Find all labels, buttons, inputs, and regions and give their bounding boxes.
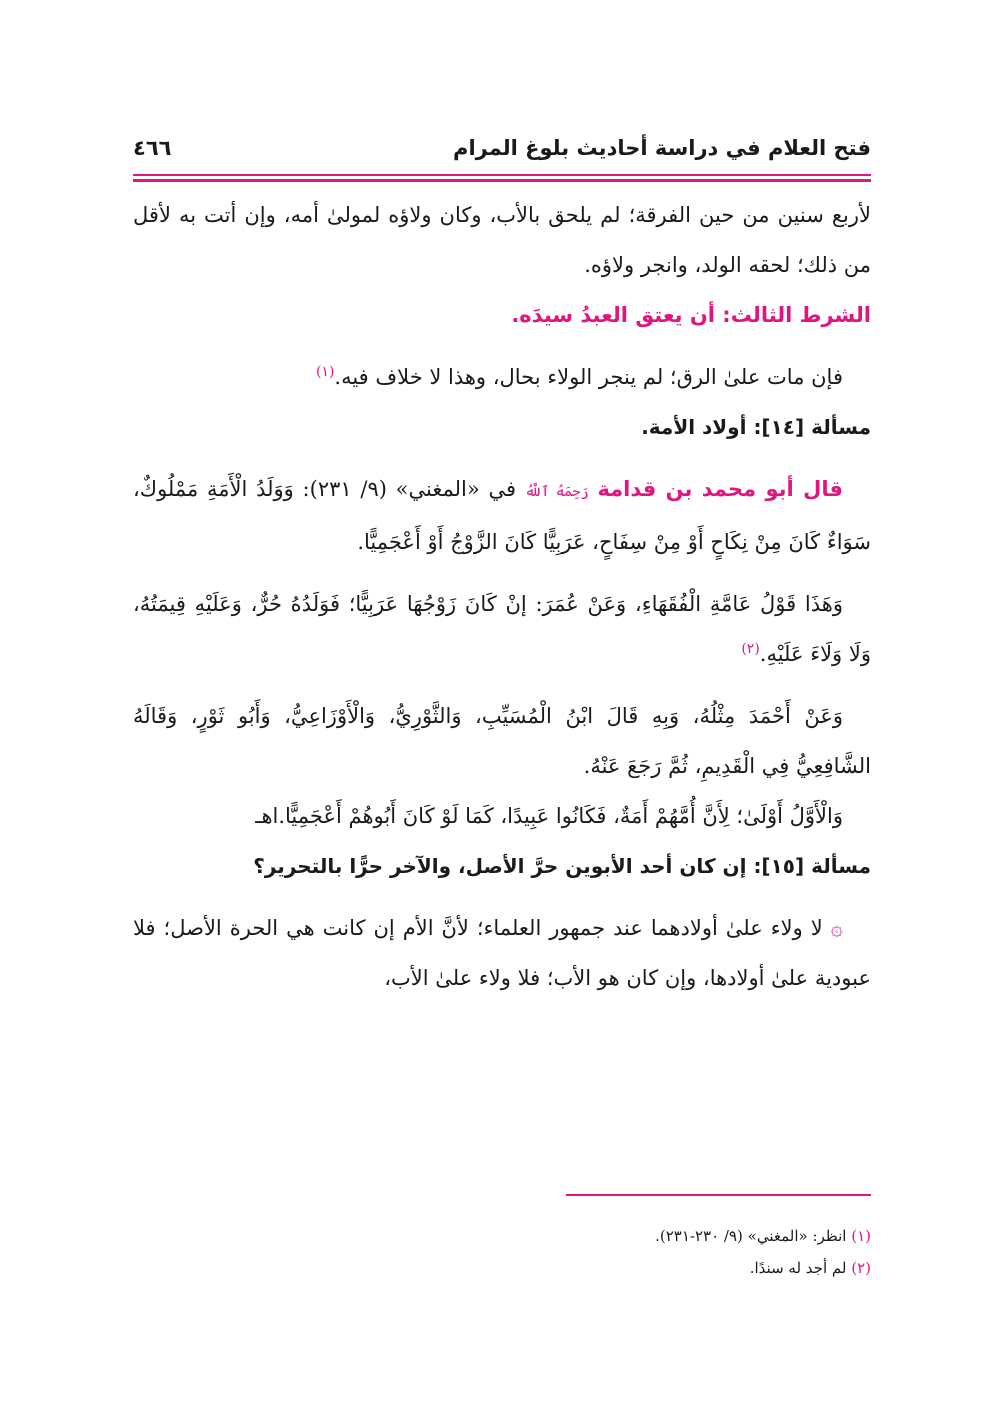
issue-15-label: مسألة [١٥]: [753, 854, 871, 878]
footnote-2-text: لم أجد له سندًا. [749, 1259, 847, 1277]
answer-text: لا ولاء علىٰ أولادهما عند جمهور العلماء؛ لأنَّ الأم إن كانت هي الحرة الأصل؛ فلا عبودية علىٰ أولادها، وإن كان هو الأب؛ فلا ولاء علىٰ الأب، [133, 916, 871, 990]
page-number: ٤٦٦ [133, 136, 172, 160]
paragraph-umar [133, 579, 871, 679]
footnote-ref-2[interactable]: (٢) [741, 641, 760, 657]
running-title: فتح العلام في دراسة أحاديث بلوغ المرام [453, 136, 871, 160]
quote-author: قال أبو محمد بن قدامة [597, 477, 843, 501]
quote-text: وَوَلَدُ الْأَمَةِ مَمْلُوكٌ، سَوَاءٌ كَانَ مِنْ نِكَاحٍ أَوْ مِنْ سِفَاحٍ، عَرَبِيًّا كَانَ الزَّوْجُ أَوْ أَعْجَمِيًّا. [133, 477, 871, 554]
footnote-2 [133, 1252, 871, 1284]
paragraph-condition-text: فإن مات علىٰ الرق؛ لم ينجر الولاء بحال، وهذا لا خلاف فيه. [334, 365, 843, 389]
page-header [133, 128, 871, 168]
paragraph-continuation: لأربع سنين من حين الفرقة؛ لم يلحق بالأب، وكان ولاؤه لمولىٰ أمه، وإن أتت به لأقل من ذلك؛ لحقه الولد، وانجر ولاؤه. [133, 203, 871, 277]
issue-14-heading [133, 402, 871, 452]
page-body [133, 190, 871, 1003]
footnote-1 [133, 1220, 871, 1252]
issue-15-heading [133, 841, 871, 891]
paragraph-condition [133, 352, 871, 402]
quote-paragraph [133, 464, 871, 567]
quote-source: في «المغني» (٩/ ٢٣١): [302, 477, 516, 501]
issue-14-title: أولاد الأمة. [641, 415, 747, 439]
honorific-glyph: رَحِمَهُ ٱللَّهُ [524, 484, 589, 500]
footnote-separator [566, 1194, 871, 1196]
condition-heading: الشرط الثالث: أن يعتق العبدُ سيدَه. [511, 303, 871, 327]
paragraph-ahmad: وَعَنْ أَحْمَدَ مِثْلُهُ، وَبِهِ قَالَ ابْنُ الْمُسَيِّبِ، وَالثَّوْرِيُّ، وَالْأَوْزَاعِيُّ، وَأَبُو ثَوْرٍ، وَقَالَهُ الشَّافِعِيُّ فِي الْقَدِيمِ، ثُمَّ رَجَعَ عَنْهُ. [133, 704, 871, 778]
flower-ornament-icon: ۞ [830, 916, 843, 940]
issue-15-title: إن كان أحد الأبوين حرَّ الأصل، والآخر حرًّا بالتحرير؟ [253, 854, 747, 878]
answer-paragraph [133, 903, 871, 1003]
header-rule-thick [133, 179, 871, 182]
footnote-1-number: (١) [851, 1227, 871, 1245]
footnote-1-text: انظر: «المغني» (٩/ ٢٣٠-٢٣١). [655, 1227, 847, 1245]
footnote-ref-1[interactable]: (١) [315, 364, 335, 380]
footnotes [133, 1220, 871, 1284]
issue-14-label: مسألة [١٤]: [753, 415, 871, 439]
header-rule [133, 174, 871, 176]
paragraph-conclusion: وَالْأَوَّلُ أَوْلَىٰ؛ لِأَنَّ أُمَّهُمْ أَمَةٌ، فَكَانُوا عَبِيدًا، كَمَا لَوْ كَانَ أَبُوهُمْ أَعْجَمِيًّا.اهـ [255, 804, 843, 828]
paragraph-umar-text: وَهَذَا قَوْلُ عَامَّةِ الْفُقَهَاءِ، وَعَنْ عُمَرَ: إنْ كَانَ زَوْجُهَا عَرَبِيًّا؛ فَوَلَدُهُ حُرٌّ، وَعَلَيْهِ قِيمَتُهُ، وَلَا وَلَاءَ عَلَيْهِ. [133, 592, 871, 666]
footnote-2-number: (٢) [851, 1259, 871, 1277]
